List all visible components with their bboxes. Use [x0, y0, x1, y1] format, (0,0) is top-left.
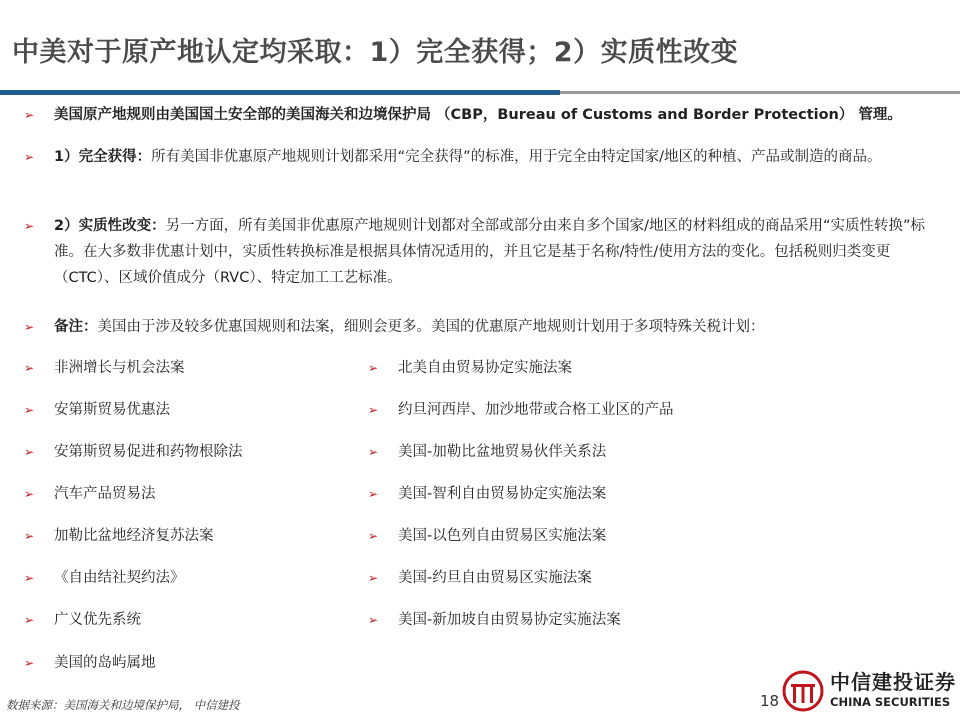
bullet-arrow-icon: ➢ — [24, 219, 35, 233]
paragraph-text: 所有美国非优惠原产地规则计划都采用“完全获得”的标准，用于完全由特定国家/地区的种植、产品或制造的商品。 — [151, 149, 882, 165]
title-divider — [0, 90, 960, 95]
page-number: 18 — [760, 692, 780, 710]
bullet-arrow-icon: ➢ — [24, 487, 35, 501]
bullet-arrow-icon: ➢ — [24, 571, 35, 585]
bullet-arrow-icon: ➢ — [24, 529, 35, 543]
paragraph-bold: 美国原产地规则由美国国土安全部的美国海关和边境保护局 （CBP，Bureau of Customs and Border Protection） 管理。 — [54, 107, 902, 123]
bullet-arrow-icon: ➢ — [368, 361, 379, 375]
bullet-arrow-icon: ➢ — [24, 320, 35, 334]
paragraph-bold: 2）实质性改变： — [54, 218, 166, 234]
bullet-arrow-icon: ➢ — [24, 108, 35, 122]
bullet-arrow-icon: ➢ — [24, 150, 35, 164]
bullet-arrow-icon: ➢ — [368, 529, 379, 543]
paragraph-bold: 备注： — [54, 319, 98, 335]
source-note: 数据来源：美国海关和边境保护局， 中信建投 — [6, 698, 240, 712]
bullet-arrow-icon: ➢ — [24, 403, 35, 417]
company-logo — [782, 662, 960, 720]
bullet-arrow-icon: ➢ — [368, 613, 379, 627]
slide-title: 中美对于原产地认定均采取：1）完全获得；2）实质性改变 — [12, 37, 739, 68]
bullet-arrow-icon: ➢ — [24, 445, 35, 459]
logo-text-cn: 中信建投证券 — [830, 670, 956, 694]
citic-emblem-icon — [782, 670, 824, 712]
bullet-arrow-icon: ➢ — [24, 656, 35, 670]
paragraph-text: 另一方面，所有美国非优惠原产地规则计划都对全部或部分由来自多个国家/地区的材料组成的商品采用“实质性转换”标准。在大多数非优惠计划中，实质性转换标准是根据具体情况适用的，并且它是基于名称/特性/使用方法的变化。包括税则归类变更（CTC）、区域价值成分（RVC）、特定加工工艺标准。 — [54, 218, 925, 286]
bullet-arrow-icon: ➢ — [24, 361, 35, 375]
bullet-arrow-icon: ➢ — [368, 403, 379, 417]
paragraph-bold: 1）完全获得： — [54, 149, 152, 165]
logo-text-en: CHINA SECURITIES — [830, 695, 951, 709]
bullet-arrow-icon: ➢ — [368, 487, 379, 501]
paragraph-text: 美国由于涉及较多优惠国规则和法案，细则会更多。美国的优惠原产地规则计划用于多项特殊关税计划： — [97, 319, 765, 335]
divider-blue — [0, 90, 560, 95]
divider-gray — [560, 91, 960, 94]
bullet-arrow-icon: ➢ — [368, 445, 379, 459]
bullet-arrow-icon: ➢ — [24, 613, 35, 627]
bullet-arrow-icon: ➢ — [368, 571, 379, 585]
